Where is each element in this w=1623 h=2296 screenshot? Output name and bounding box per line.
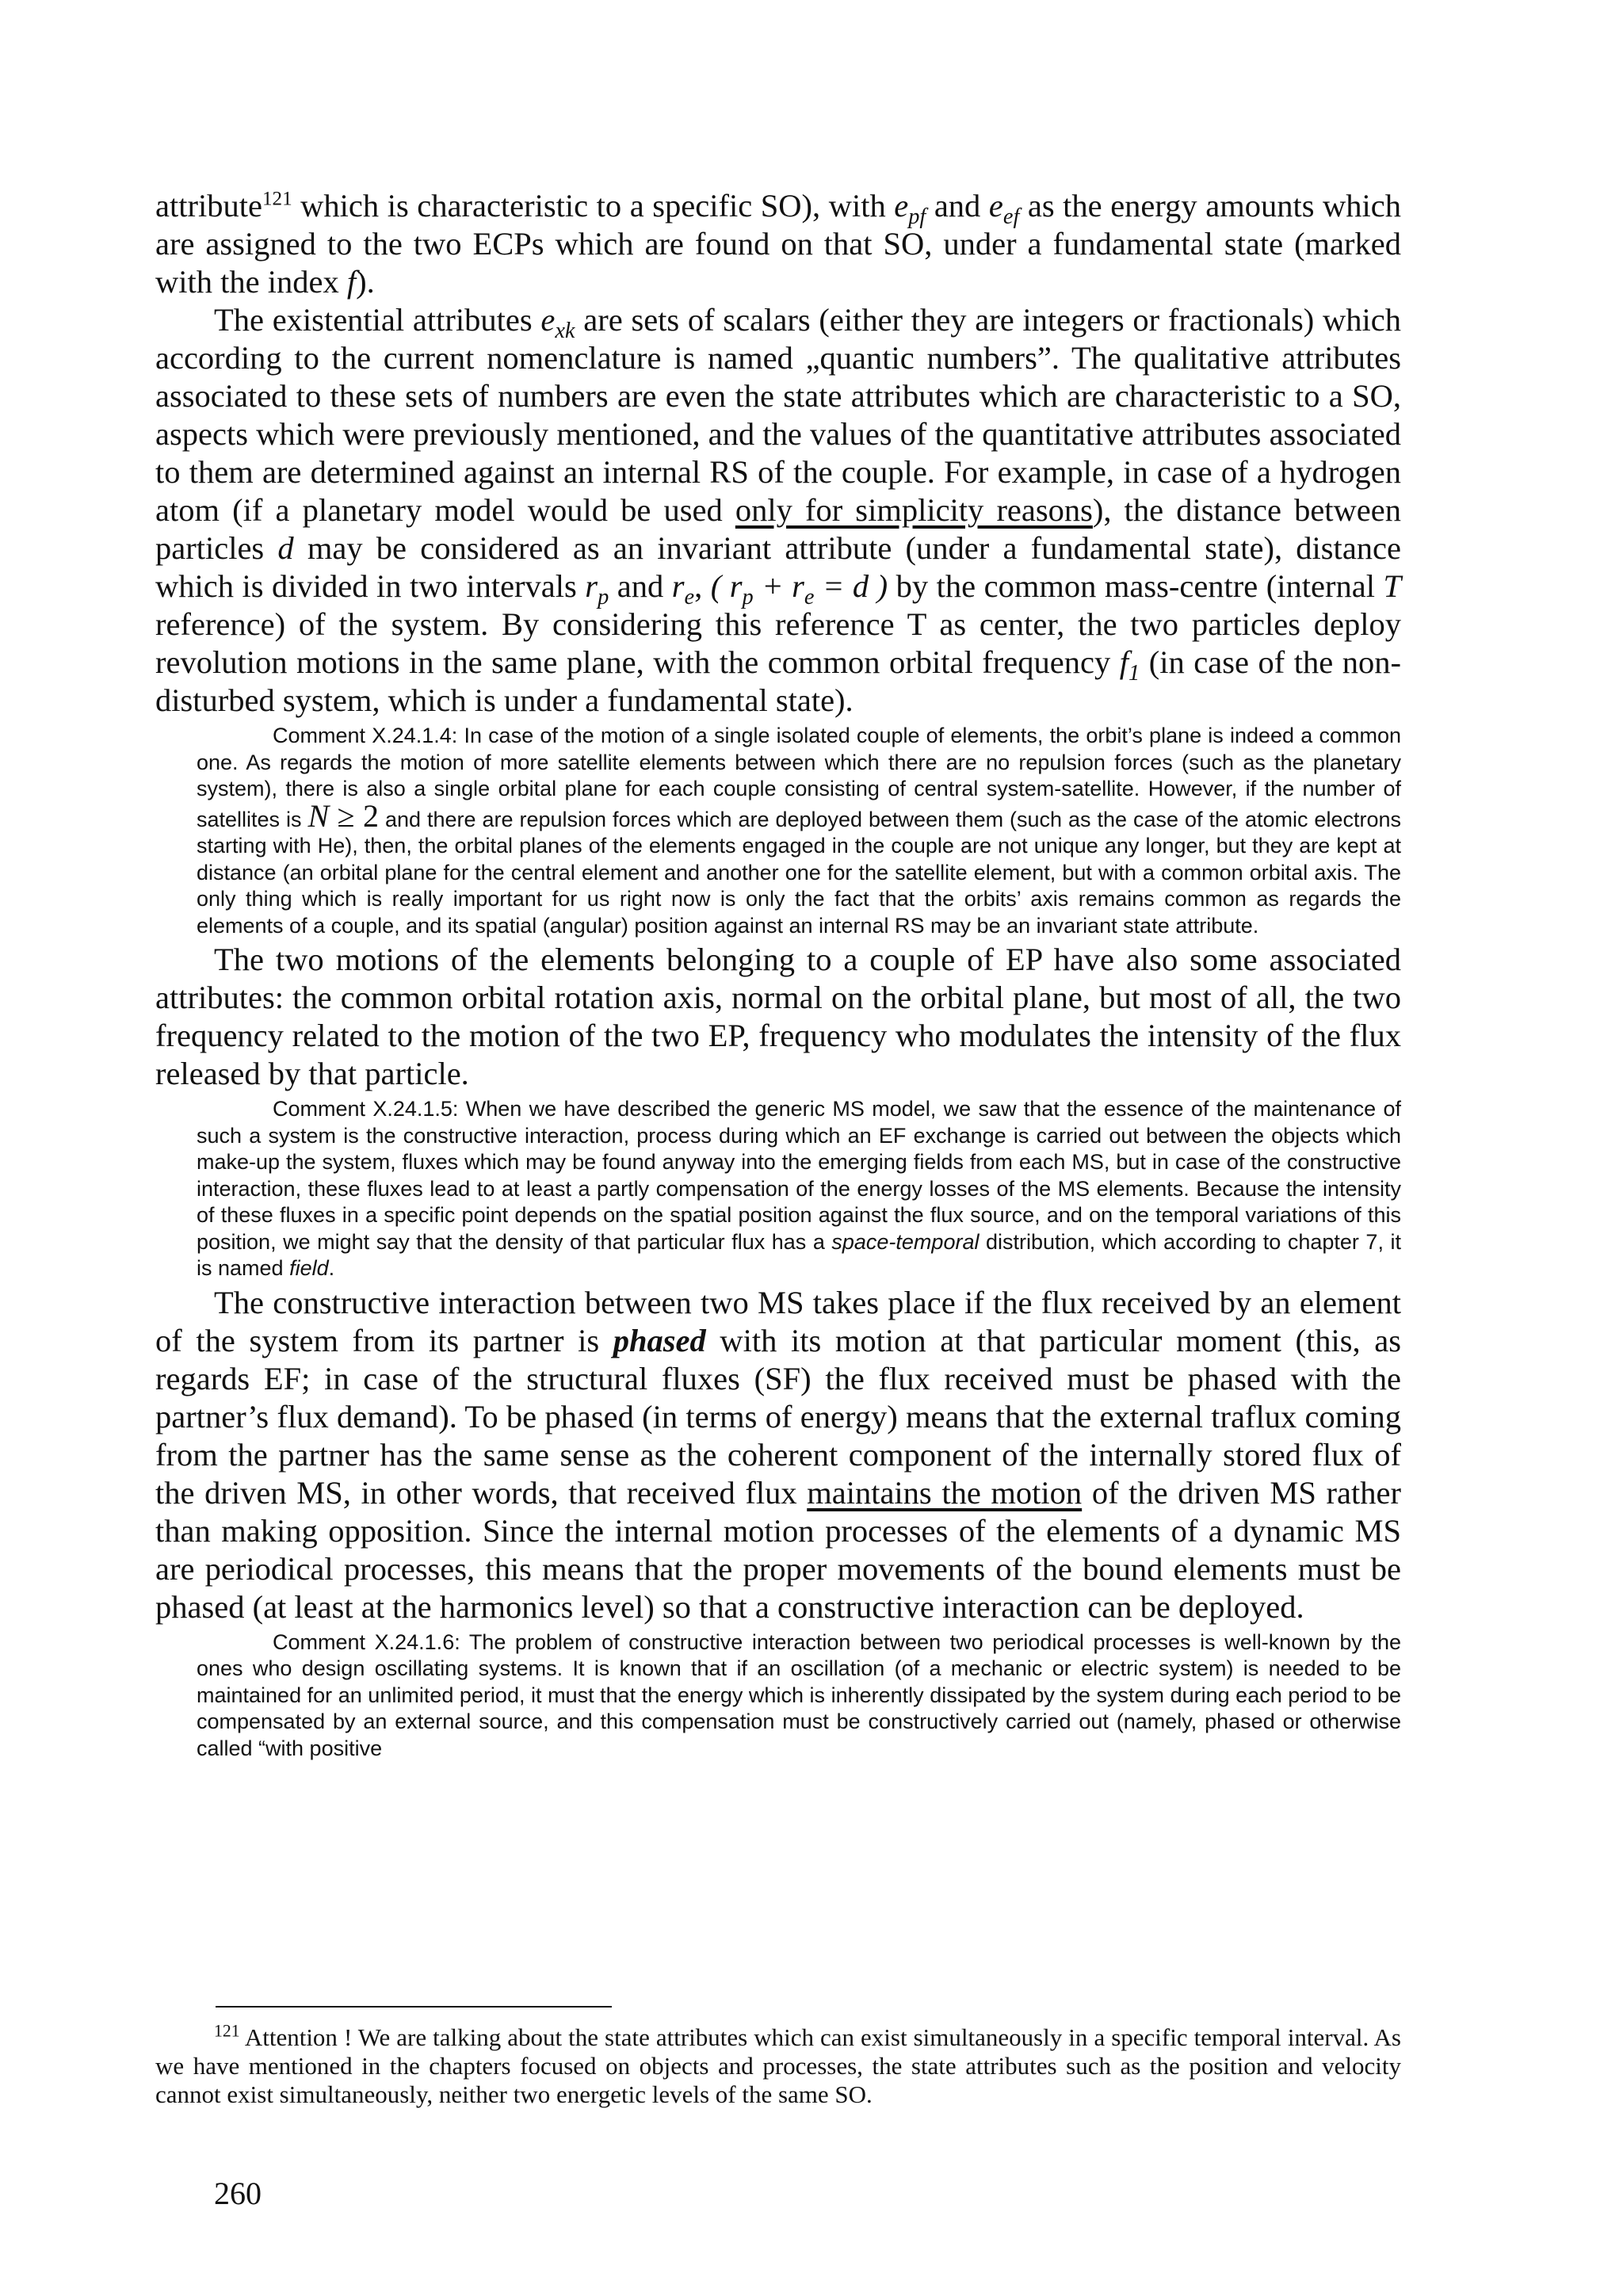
text-run: The constructive interaction between two MS takes place if the flux received by an element of the system from its partner is bbox=[155, 1284, 1401, 1358]
variable-e-pf: $e_{pf}$ bbox=[894, 188, 926, 230]
text-run: by the common mass-centre (internal bbox=[888, 568, 1384, 604]
footnote-separator bbox=[216, 2006, 612, 2008]
text-run: as the energy amounts which are assigned to the two ECPs which are found on that SO, under a fundamental state (marked with the index bbox=[155, 188, 1401, 300]
text-run: distribution, which according to chapter 7, it is named bbox=[197, 1229, 1401, 1280]
italic-text: field bbox=[289, 1256, 329, 1280]
text-run: are sets of scalars (either they are integers or fractionals) which according to the current nomenclature is named „quantic numbers”. The qualitative attributes associated to these sets of numbers are even the state attributes which are characteristic to a SO, aspects which were previously mentioned, and the values of the quantitative attributes associated to them are determined against an internal RS of the couple. For example, in case of a hydrogen atom (if a planetary model would be used bbox=[155, 302, 1401, 528]
main-text bbox=[155, 187, 1401, 1763]
text-run: of the driven MS rather than making opposition. Since the internal motion processes of the elements of a dynamic MS are periodical processes, this means that the proper movements of the bound elements must be phased (at least at the harmonics level) so that a constructive interaction can be deployed. bbox=[155, 1474, 1401, 1625]
variable-e-xk: $e_{xk}$ bbox=[540, 302, 575, 344]
text-run: Comment X.24.1.5: When we have described the generic MS model, we saw that the essence of the maintenance of such a system is the constructive interaction, process during which an EF exchange is carried out between the objects which make-up the system, fluxes which may be found anyway into the emerging fields from each MS, but in case of the constructive interaction, these fluxes lead to at least a partly compensation of the energy losses of the MS elements. Because the intensity of these fluxes in a specific point depends on the spatial position against the flux source, and on the temporal variations of this position, we might say that the density of that particular flux has a bbox=[197, 1097, 1401, 1254]
variable-T: T bbox=[1383, 568, 1402, 604]
variable-e-ef: $e_{ef}$ bbox=[988, 188, 1020, 230]
variable-d: d bbox=[277, 530, 294, 566]
comment-x-24-1-5 bbox=[155, 1096, 1401, 1282]
footnote-marker: 121 bbox=[214, 2021, 240, 2041]
text-run: The existential attributes bbox=[214, 302, 541, 338]
page-number: 260 bbox=[214, 2176, 262, 2211]
text-run: (in case of the non-disturbed system, which is under a fundamental state). bbox=[155, 644, 1401, 718]
comment-x-24-1-6: Comment X.24.1.6: The problem of constructive interaction between two periodical processes is well-known by the ones who design oscillating systems. It is known that if an oscillation (of a mechanic or electric system) is needed to be maintained for an unlimited period, it must that the energy which is inherently dissipated by the system during each period to be compensated by an external source, and this compensation must be constructively carried out (namely, phased or otherwise called “with positive bbox=[197, 1629, 1401, 1760]
text-run: and bbox=[926, 188, 989, 223]
text-run: . bbox=[328, 1256, 335, 1280]
footnote-reference: 121 bbox=[262, 188, 292, 210]
text-run: ), the distance between particles bbox=[155, 492, 1402, 566]
inequality: ≥ 2 bbox=[329, 797, 380, 834]
equation-rp-re-d: ( $r_p + r_e = d$ ) bbox=[710, 568, 888, 610]
paragraph-2 bbox=[155, 301, 1401, 720]
text-run: which is characteristic to a specific SO), with bbox=[292, 188, 895, 223]
text-run: reference) of the system. By considering this reference T as center, the two particles deploy revolution motions in the same plane, with the common orbital frequency bbox=[155, 606, 1401, 680]
text-run: attribute bbox=[155, 188, 262, 223]
text-run: with its motion at that particular moment (this, as regards EF; in case of the structural fluxes (SF) the flux received must be phased with the partner’s flux demand). To be phased (in terms of energy) means that the external traflux coming from the partner has the same sense as the coherent component of the internally stored flux of the driven MS, in other words, that received flux bbox=[155, 1322, 1401, 1511]
text-run: , bbox=[694, 568, 711, 604]
variable-f: f bbox=[346, 264, 357, 300]
variable-N: N bbox=[307, 797, 330, 834]
variable-r-p: $r_p$ bbox=[585, 568, 609, 610]
variable-f1: $f_1$ bbox=[1119, 644, 1140, 686]
text-run: Comment X.24.1.4: In case of the motion of a single isolated couple of elements, the orbit’s plane is indeed a common one. As regards the motion of more satellite elements between which there are no repulsion forces (such as the planetary system), there is also a single orbital plane for each couple consisting of central system-satellite. However, if the number of satellites is bbox=[197, 724, 1401, 831]
text-run: and bbox=[609, 568, 672, 604]
footnote-text: Attention ! We are talking about the state attributes which can exist simultaneously in a specific temporal interval. As we have mentioned in the chapters focused on objects and processes, the state attributes such as the position and velocity cannot exist simultaneously, neither two energetic levels of the same SO. bbox=[155, 2023, 1401, 2108]
paragraph-3: The two motions of the elements belonging to a couple of EP have also some associated attributes: the common orbital rotation axis, normal on the orbital plane, but most of all, the two frequency related to the motion of the two EP, frequency who modulates the intensity of the flux released by that particle. bbox=[155, 942, 1401, 1091]
italic-text: space-temporal bbox=[831, 1229, 980, 1254]
bold-italic-text: phased bbox=[613, 1322, 706, 1358]
text-run: ). bbox=[356, 264, 375, 300]
underlined-text: only for simplicity reasons bbox=[735, 492, 1093, 528]
paragraph-4 bbox=[155, 1284, 1401, 1626]
underlined-text: maintains the motion bbox=[807, 1474, 1083, 1511]
footnote-121 bbox=[155, 2023, 1401, 2109]
variable-r-e: $r_e$ bbox=[671, 568, 695, 610]
paragraph-1 bbox=[155, 187, 1401, 301]
comment-x-24-1-4 bbox=[155, 723, 1401, 939]
text-run: and there are repulsion forces which are deployed between them (such as the case of the atomic electrons starting with He), then, the orbital planes of the elements engaged in the couple are not unique any longer, but they are kept at distance (an orbital plane for the central element and another one for the satellite element, but with a common orbital axis. The only thing which is really important for us right now is only the fact that the orbits’ axis remains common as regards the elements of a couple, and its spatial (angular) position against an internal RS may be an invariant state attribute. bbox=[197, 807, 1401, 938]
text-run: may be considered as an invariant attribute (under a fundamental state), distance which is divided in two intervals bbox=[155, 530, 1401, 604]
